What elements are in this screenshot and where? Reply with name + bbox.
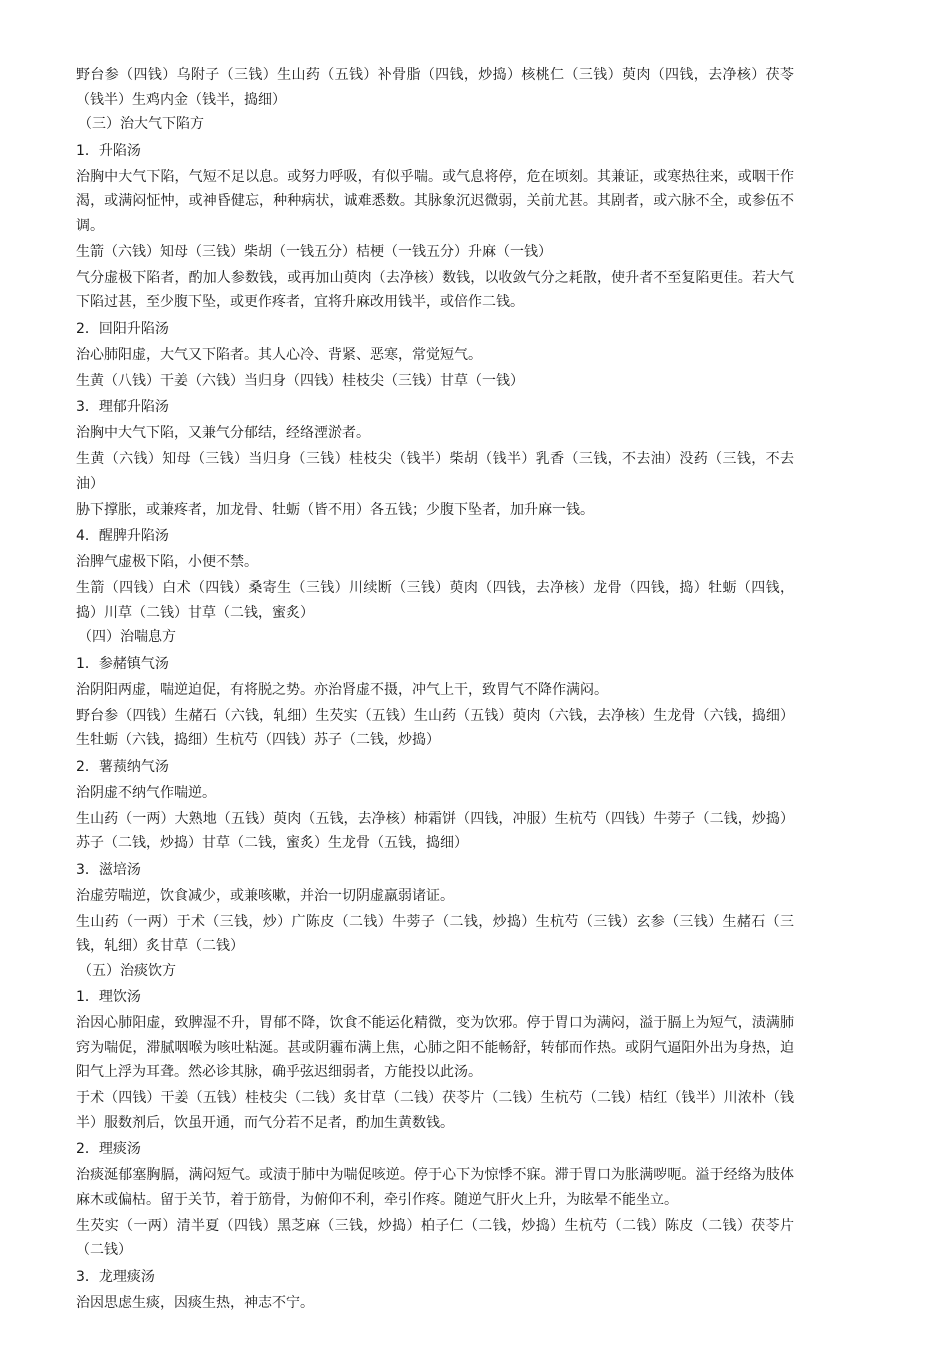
section-heading: （四）治喘息方 bbox=[78, 629, 176, 645]
subsection-heading: 3．龙理痰汤 bbox=[76, 1268, 155, 1285]
paragraph: 气分虚极下陷者，酌加人参数钱，或再加山萸肉（去净核）数钱，以收敛气分之耗散，使升者不至复陷更佳。若大气下陷过甚，至少腹下坠，或更作疼者，宜将升麻改用钱半，或倍作二钱。 bbox=[76, 269, 794, 310]
paragraph: 治虚劳喘逆，饮食减少，或兼咳嗽，并治一切阴虚羸弱诸证。 bbox=[76, 887, 454, 904]
paragraph: 治因思虑生痰，因痰生热，神志不宁。 bbox=[76, 1294, 314, 1311]
subsection-heading: 3．滋培汤 bbox=[76, 861, 141, 878]
paragraph: 治因心肺阳虚，致脾湿不升，胃郁不降，饮食不能运化精微，变为饮邪。停于胃口为满闷，溢于膈上为短气，渍满肺窍为喘促，滞腻咽喉为咳吐粘涎。甚或阴霾布满上焦，心肺之阳不能畅舒，转郁而作热。或阴气逼阳外出为身热，迫阳气上浮为耳聋。然必诊其脉，确乎弦迟细弱者，方能投以此汤。 bbox=[76, 1015, 794, 1080]
subsection-heading: 2．理痰汤 bbox=[76, 1141, 141, 1157]
paragraph: 生山药（一两）大熟地（五钱）萸肉（五钱，去净核）柿霜饼（四钱，冲服）生杭芍（四钱）牛蒡子（二钱，炒捣）苏子（二钱，炒捣）甘草（二钱，蜜炙）生龙骨（五钱，捣细） bbox=[76, 810, 794, 851]
paragraph: 治阴阳两虚，喘逆迫促，有将脱之势。亦治肾虚不摄，冲气上干，致胃气不降作满闷。 bbox=[76, 681, 608, 698]
subsection-heading: 1．参赭镇气汤 bbox=[76, 655, 169, 672]
subsection-heading: 1．升陷汤 bbox=[76, 142, 141, 159]
paragraph: 生黄（六钱）知母（三钱）当归身（三钱）桂枝尖（钱半）柴胡（钱半）乳香（三钱，不去油）没药（三钱，不去油） bbox=[76, 451, 794, 492]
subsection-heading: 2．回阳升陷汤 bbox=[76, 320, 169, 337]
paragraph: 治胸中大气下陷，又兼气分郁结，经络湮淤者。 bbox=[76, 425, 370, 441]
paragraph: 治心肺阳虚，大气又下陷者。其人心冷、背紧、恶寒，常觉短气。 bbox=[76, 346, 482, 363]
paragraph: 生山药（一两）于术（三钱，炒）广陈皮（二钱）牛蒡子（二钱，炒捣）生杭芍（三钱）玄参（三钱）生赭石（三钱，轧细）炙甘草（二钱） bbox=[76, 913, 794, 954]
paragraph: 野台参（四钱）乌附子（三钱）生山药（五钱）补骨脂（四钱，炒捣）核桃仁（三钱）萸肉（四钱，去净核）茯苓（钱半）生鸡内金（钱半，捣细） bbox=[76, 67, 794, 108]
document-page bbox=[76, 63, 794, 1315]
section-heading: （五）治痰饮方 bbox=[78, 962, 176, 979]
subsection-heading: 4．醒脾升陷汤 bbox=[76, 528, 169, 544]
paragraph: 生芡实（一两）清半夏（四钱）黑芝麻（三钱，炒捣）柏子仁（二钱，炒捣）生杭芍（二钱）陈皮（二钱）茯苓片（二钱） bbox=[76, 1217, 794, 1258]
paragraph: 生黄（八钱）干姜（六钱）当归身（四钱）桂枝尖（三钱）甘草（一钱） bbox=[76, 372, 524, 389]
paragraph: 生箭（六钱）知母（三钱）柴胡（一钱五分）桔梗（一钱五分）升麻（一钱） bbox=[76, 243, 552, 260]
section-heading: （三）治大气下陷方 bbox=[78, 116, 204, 132]
paragraph: 治阴虚不纳气作喘逆。 bbox=[76, 784, 216, 801]
subsection-heading: 1．理饮汤 bbox=[76, 989, 141, 1005]
paragraph: 治痰涎郁塞胸膈，满闷短气。或渍于肺中为喘促咳逆。停于心下为惊悸不寐。滞于胃口为胀满哕呃。溢于经络为肢体麻木或偏枯。留于关节，着于筋骨，为俯仰不利，牵引作疼。随逆气肝火上升，为眩晕不能坐立。 bbox=[76, 1167, 794, 1208]
paragraph: 胁下撑胀，或兼疼者，加龙骨、牡蛎（皆不用）各五钱；少腹下坠者，加升麻一钱。 bbox=[76, 501, 594, 518]
paragraph: 生箭（四钱）白术（四钱）桑寄生（三钱）川续断（三钱）萸肉（四钱，去净核）龙骨（四钱，捣）牡蛎（四钱，捣）川草（二钱）甘草（二钱，蜜炙） bbox=[76, 580, 794, 621]
paragraph: 治胸中大气下陷，气短不足以息。或努力呼吸，有似乎喘。或气息将停，危在顷刻。其兼证，或寒热往来，或咽干作渴，或满闷怔忡，或神昏健忘，种种病状，诚难悉数。其脉象沉迟微弱，关前尤甚。其剧者，或六脉不全，或参伍不调。 bbox=[76, 168, 794, 234]
paragraph: 治脾气虚极下陷，小便不禁。 bbox=[76, 554, 258, 570]
paragraph: 于术（四钱）干姜（五钱）桂枝尖（二钱）炙甘草（二钱）茯苓片（二钱）生杭芍（二钱）桔红（钱半）川浓朴（钱半）服数剂后，饮虽开通，而气分若不足者，酌加生黄数钱。 bbox=[76, 1090, 794, 1131]
subsection-heading: 3．理郁升陷汤 bbox=[76, 399, 169, 415]
paragraph: 野台参（四钱）生赭石（六钱，轧细）生芡实（五钱）生山药（五钱）萸肉（六钱，去净核）生龙骨（六钱，捣细）生牡蛎（六钱，捣细）生杭芍（四钱）苏子（二钱，炒捣） bbox=[76, 707, 794, 748]
subsection-heading: 2．薯蓣纳气汤 bbox=[76, 758, 169, 775]
